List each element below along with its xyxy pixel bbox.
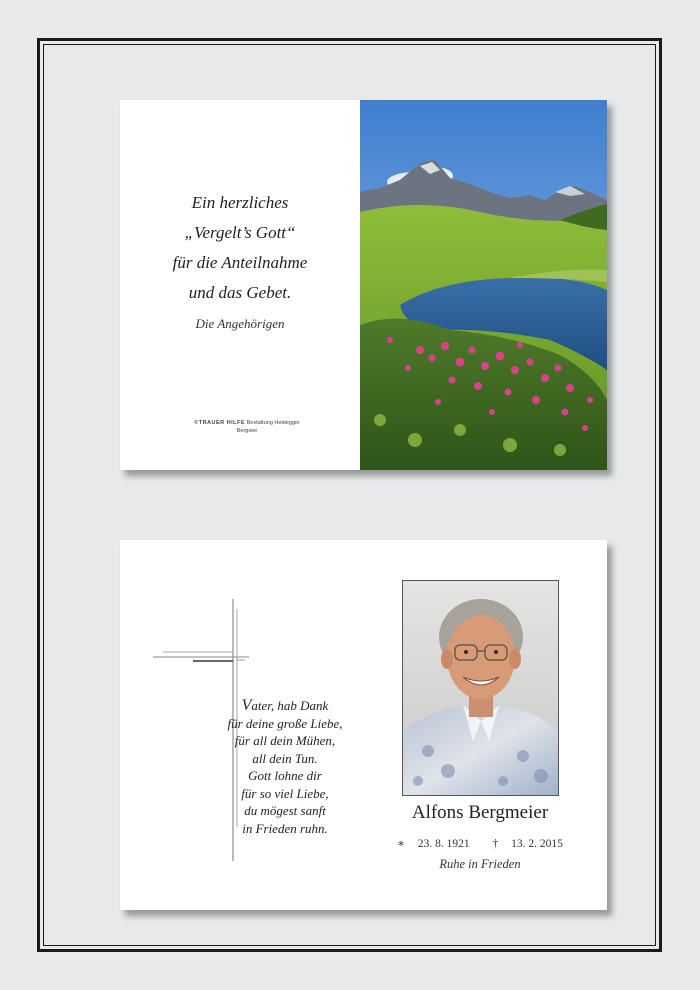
thanks-line: „Vergelt’s Gott“ (184, 223, 296, 242)
imprint (182, 419, 312, 435)
poem-line: Gott lohne dir (248, 768, 322, 783)
death-date: 13. 2. 2015 (511, 838, 563, 850)
thanks-line: und das Gebet. (188, 283, 292, 302)
birth-symbol: ∗ (397, 838, 405, 850)
memorial-card (120, 540, 607, 910)
thank-you-message (120, 188, 360, 308)
thanks-line: für die Anteilnahme (172, 253, 308, 272)
imprint-company: Bestattung Heidegger (246, 420, 300, 426)
family-signature: Die Angehörigen (195, 316, 285, 331)
poem-line: für deine große Liebe, (227, 715, 343, 731)
deceased-name: Alfons Bergmeier (411, 802, 549, 823)
poem-line: all dein Tun. (252, 750, 318, 766)
imprint-place: Bergsee (236, 428, 258, 434)
imprint-brand: ©TRAUER HILFE (194, 420, 246, 426)
life-dates (370, 836, 590, 850)
death-symbol: † (492, 838, 499, 850)
thank-you-text-panel (120, 100, 360, 470)
poem-initial: V (241, 697, 252, 714)
poem-line: ater, hab Dank (251, 698, 329, 713)
birth-date: 23. 8. 1921 (417, 838, 470, 850)
poem (200, 697, 370, 837)
poem-line: du mögest sanft (244, 803, 326, 818)
mountain-lake-photo (360, 100, 607, 470)
poem-line: für so viel Liebe, (241, 785, 329, 801)
thanks-line: Ein herzliches (191, 193, 289, 212)
thank-you-card (120, 100, 607, 470)
portrait-photo (402, 580, 559, 796)
poem-line: für all dein Mühen, (234, 733, 336, 748)
poem-line: in Frieden ruhn. (242, 820, 328, 836)
rest-in-peace: Ruhe in Frieden (439, 857, 521, 871)
